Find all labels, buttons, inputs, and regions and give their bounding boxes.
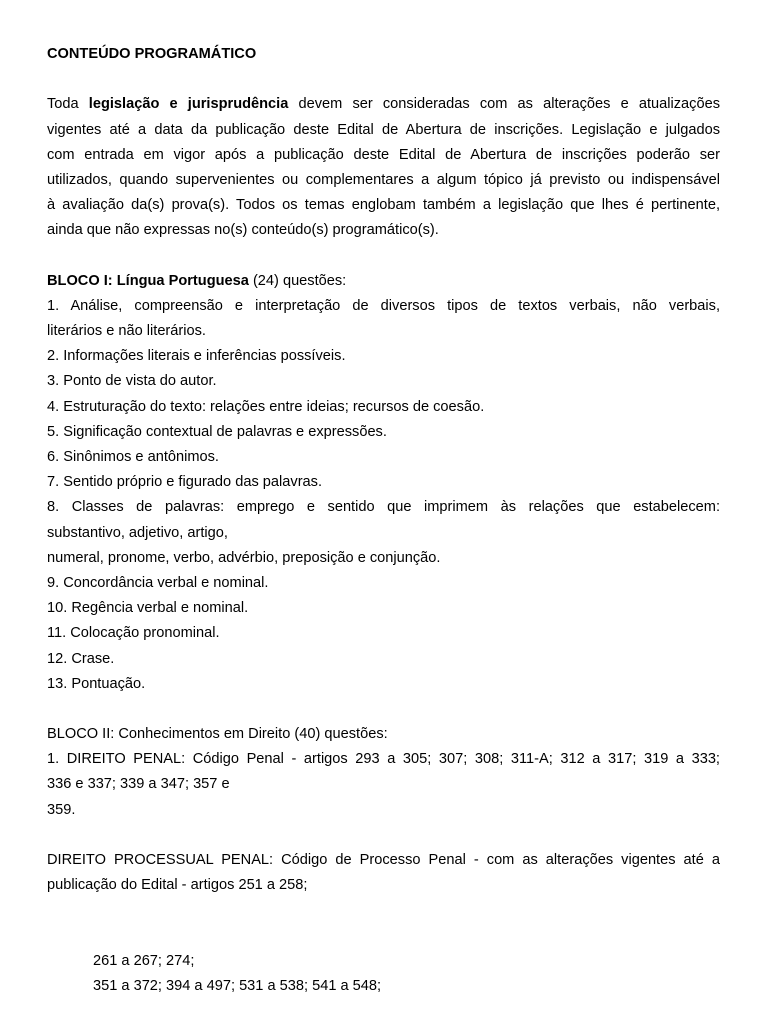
bloco-1-heading-rest: (24) questões: bbox=[248, 272, 347, 289]
indented-line: 351 a 372; 394 a 497; 531 a 538; 541 a 548; bbox=[93, 977, 382, 994]
bloco-1-heading bbox=[47, 269, 720, 294]
list-item: literários e não literários. bbox=[47, 323, 206, 340]
intro-line: utilizados, quando supervenientes ou complementares a algum tópico já previsto ou indispensável bbox=[47, 171, 720, 188]
processual-line: DIREITO PROCESSUAL PENAL: Código de Processo Penal - com as alterações vigentes até a bbox=[47, 852, 720, 868]
list-item: 4. Estruturação do texto: relações entre ideias; recursos de coesão. bbox=[47, 398, 485, 415]
document-page bbox=[47, 42, 720, 999]
bloco-1-section bbox=[47, 269, 720, 697]
spacer bbox=[47, 898, 720, 923]
intro-line: vigentes até a data da publicação deste Edital de Abertura de inscrições. Legislação e julgados bbox=[47, 121, 720, 138]
intro-paragraph bbox=[47, 92, 720, 243]
spacer bbox=[47, 823, 720, 848]
intro-line: à avaliação da(s) prova(s). Todos os temas englobam também a legislação que lhes é pertinente, bbox=[47, 197, 720, 214]
bloco-2-section bbox=[47, 722, 720, 999]
list-item: 2. Informações literais e inferências possíveis. bbox=[47, 348, 346, 365]
list-item: 11. Colocação pronominal. bbox=[47, 625, 220, 642]
spacer bbox=[47, 244, 720, 269]
spacer bbox=[47, 924, 720, 949]
list-item: numeral, pronome, verbo, advérbio, preposição e conjunção. bbox=[47, 549, 441, 566]
list-item: 359. bbox=[47, 801, 76, 818]
intro-line bbox=[47, 92, 720, 117]
list-item: 8. Classes de palavras: emprego e sentido que imprimem às relações que estabelecem: bbox=[47, 499, 720, 516]
page-title: CONTEÚDO PROGRAMÁTICO bbox=[47, 46, 257, 62]
list-item: 7. Sentido próprio e figurado das palavras. bbox=[47, 474, 323, 491]
bloco-2-heading: BLOCO II: Conhecimentos em Direito (40) questões: bbox=[47, 726, 388, 743]
list-item: 1. DIREITO PENAL: Código Penal - artigos 293 a 305; 307; 308; 311-A; 312 a 317; 319 a 333; bbox=[47, 751, 720, 768]
list-item: 10. Regência verbal e nominal. bbox=[47, 600, 249, 617]
list-item: substantivo, adjetivo, artigo, bbox=[47, 524, 228, 541]
list-item: 12. Crase. bbox=[47, 650, 115, 667]
spacer bbox=[47, 697, 720, 722]
list-item: 5. Significação contextual de palavras e expressões. bbox=[47, 423, 387, 440]
processual-line: publicação do Edital - artigos 251 a 258; bbox=[47, 877, 308, 894]
spacer bbox=[47, 67, 720, 92]
intro-text: devem ser consideradas com as alterações e atualizações bbox=[288, 96, 720, 113]
list-item: 9. Concordância verbal e nominal. bbox=[47, 574, 269, 591]
intro-line: ainda que não expressas no(s) conteúdo(s) programático(s). bbox=[47, 222, 439, 239]
list-item: 13. Pontuação. bbox=[47, 675, 146, 692]
list-item: 6. Sinônimos e antônimos. bbox=[47, 449, 219, 465]
intro-text: Toda bbox=[47, 96, 89, 113]
intro-line: com entrada em vigor após a publicação deste Edital de Abertura de inscrições poderão ser bbox=[47, 146, 720, 163]
list-item: 3. Ponto de vista do autor. bbox=[47, 373, 217, 390]
list-item: 336 e 337; 339 a 347; 357 e bbox=[47, 776, 230, 793]
intro-bold-text: legislação e jurisprudência bbox=[88, 96, 289, 113]
list-item: 1. Análise, compreensão e interpretação de diversos tipos de textos verbais, não verbais, bbox=[47, 297, 720, 314]
indented-line: 261 a 267; 274; bbox=[93, 952, 195, 969]
bloco-1-heading-bold: BLOCO I: Língua Portuguesa bbox=[47, 272, 249, 289]
